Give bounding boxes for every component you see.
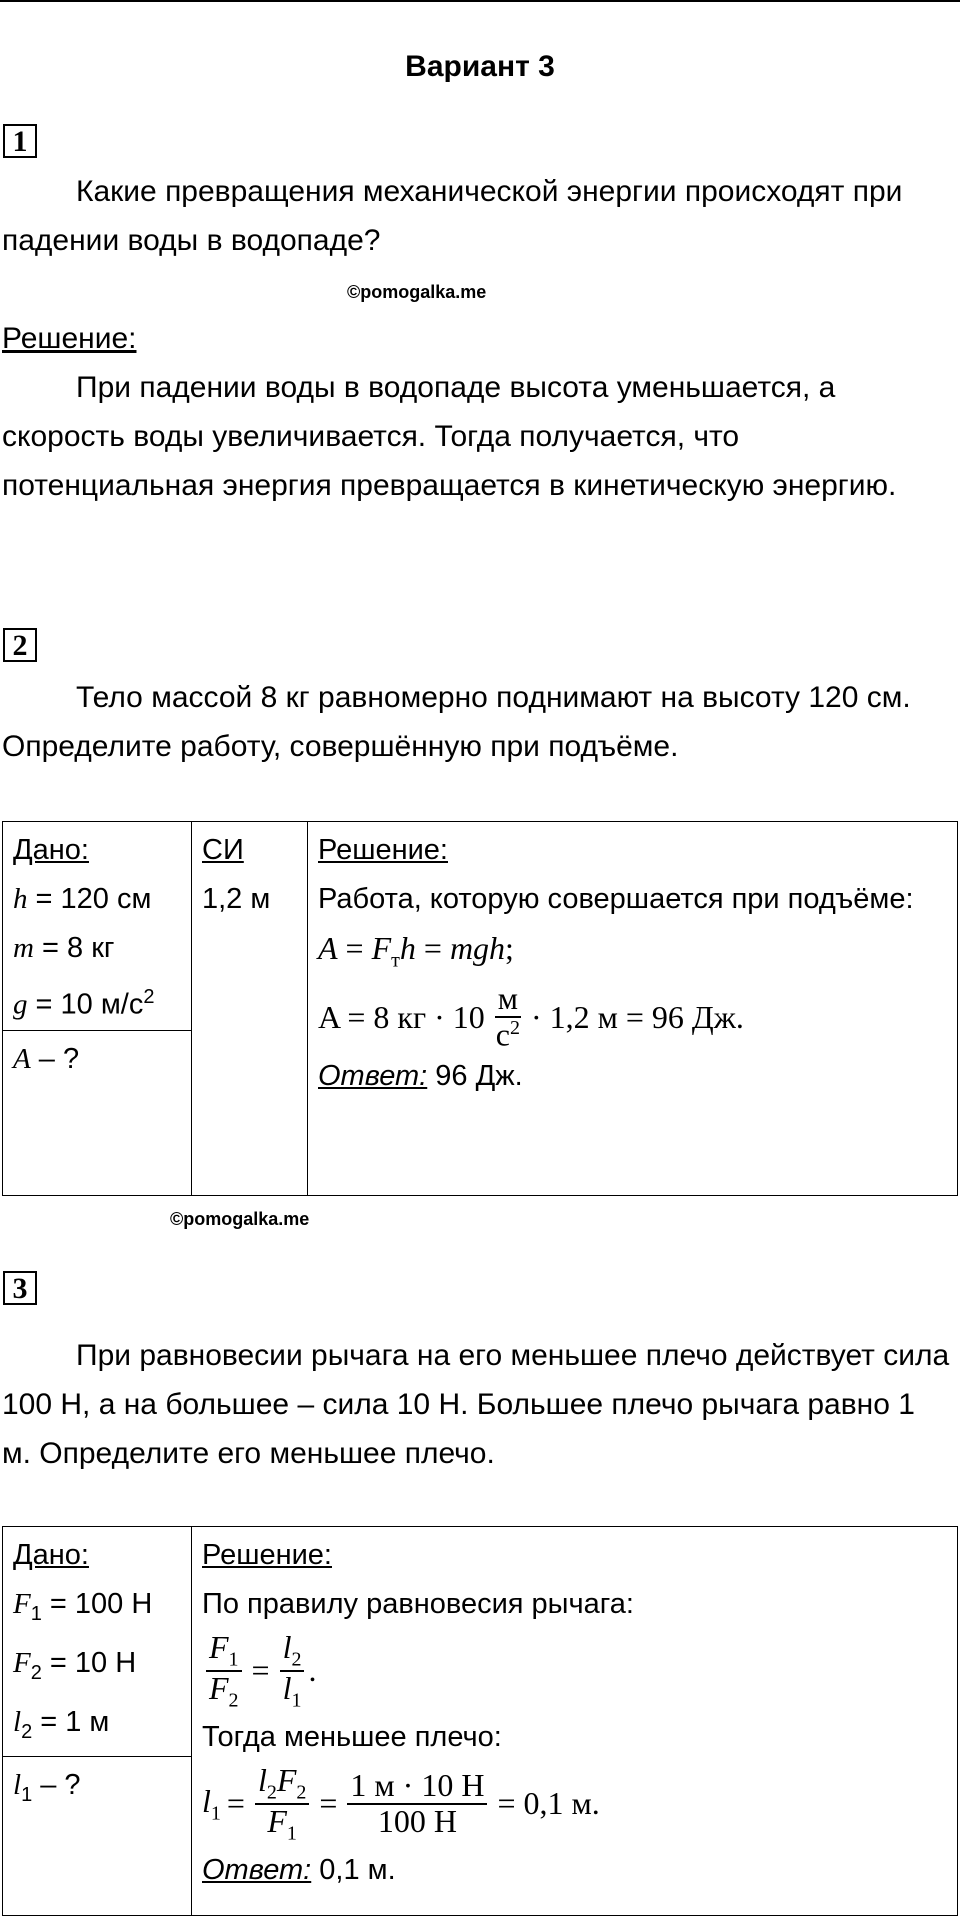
given-l2: $l_2 = 1$ м bbox=[13, 1705, 110, 1743]
task-number-3: 3 bbox=[3, 1271, 37, 1305]
fraction-l2f2-f1: $\frac{l_2F_2}{F_1}$ bbox=[255, 1764, 309, 1845]
given-h: h = 120 см bbox=[13, 883, 152, 915]
page-title: Вариант 3 bbox=[405, 50, 555, 83]
task2-formula1: $A = F_тh$ = mgh; bbox=[318, 930, 514, 972]
top-rule bbox=[0, 0, 960, 2]
watermark-2: ©pomogalka.me bbox=[170, 1209, 310, 1229]
find-l1: $l_1$ – ? bbox=[13, 1769, 81, 1807]
fraction-m-s2: $\frac{м}{с^2}$ bbox=[495, 980, 520, 1053]
fraction-f1-f2: $\frac{F_1}{F_2}$ bbox=[206, 1631, 242, 1712]
task3-given-cell bbox=[3, 1527, 192, 1757]
task1-solution-label: Решение: bbox=[2, 322, 137, 355]
task1-question bbox=[2, 167, 952, 265]
given-f1: $F_1 = 100$ Н bbox=[13, 1588, 153, 1625]
find-A: A – ? bbox=[13, 1042, 80, 1075]
task2-solution-text: Работа, которую совершается при подъёме: bbox=[318, 883, 914, 915]
watermark-1: ©pomogalka.me bbox=[347, 282, 487, 302]
task2-answer: Ответ: 96 Дж. bbox=[318, 1060, 523, 1093]
task3-then-text: Тогда меньшее плечо: bbox=[202, 1721, 502, 1753]
task2-find-cell bbox=[3, 1030, 192, 1195]
si-label: СИ bbox=[202, 834, 244, 866]
task2-question bbox=[2, 673, 952, 771]
task2-question-text: Тело массой 8 кг равномерно поднимают на высоту 120 см. Определите работу, совершённую при подъёме. bbox=[2, 681, 911, 763]
task-number-1: 1 bbox=[3, 124, 37, 158]
task3-formula2: $l_1$ = $\frac{l_2F_2}{F_1}$ = $\frac{1 м \cdot 10 Н}{100 Н}$ = 0,1 м. bbox=[202, 1761, 600, 1845]
task2-table bbox=[2, 821, 958, 1196]
given-label: Дано: bbox=[13, 834, 89, 866]
si-value: 1,2 м bbox=[202, 883, 271, 915]
task3-solution-cell bbox=[192, 1527, 958, 1916]
fraction-numeric: $\frac{1 м \cdot 10 Н}{100 Н}$ bbox=[347, 1769, 487, 1838]
given-m: m = 8 кг bbox=[13, 932, 115, 964]
task2-solution-cell bbox=[308, 822, 958, 1196]
task3-question-text: При равновесии рычага на его меньшее плечо действует сила 100 Н, а на большее – сила 10 Н. Большее плечо рычага равно 1 м. Определите его меньшее плечо. bbox=[2, 1339, 950, 1470]
task2-given-cell bbox=[3, 822, 192, 1031]
task3-find-cell bbox=[3, 1757, 192, 1916]
task1-question-text: Какие превращения механической энергии происходят при падении воды в водопаде? bbox=[2, 175, 903, 257]
task3-table bbox=[2, 1526, 958, 1916]
task3-solution-label: Решение: bbox=[202, 1539, 332, 1571]
given-label-3: Дано: bbox=[13, 1539, 89, 1571]
given-f2: $F_2 = 10$ Н bbox=[13, 1646, 137, 1684]
task3-question bbox=[2, 1331, 952, 1478]
given-g: g = 10 $м/с^2$ bbox=[13, 986, 155, 1021]
task3-formula1: $\frac{F_1}{F_2}$ = $\frac{l_2}{l_1}$ . bbox=[202, 1629, 947, 1713]
fraction-l2-l1: $\frac{l_2}{l_1}$ bbox=[280, 1631, 305, 1712]
task3-rule-text: По правилу равновесия рычага: bbox=[202, 1588, 634, 1620]
task2-si-cell bbox=[192, 822, 308, 1196]
task1-solution-text: При падении воды в водопаде высота уменьшается, а скорость воды увеличивается. Тогда получается, что потенциальная энергия превращается в кинетическую энергию. bbox=[2, 371, 897, 502]
task-number-2: 2 bbox=[3, 628, 37, 662]
task2-formula2: A = 8 кг · 10 $\frac{м}{с^2}$ · 1,2 м = 96 Дж. bbox=[318, 980, 744, 1053]
task1-solution bbox=[2, 314, 952, 510]
task3-answer: Ответ: 0,1 м. bbox=[202, 1854, 396, 1886]
task2-solution-label: Решение: bbox=[318, 834, 448, 866]
